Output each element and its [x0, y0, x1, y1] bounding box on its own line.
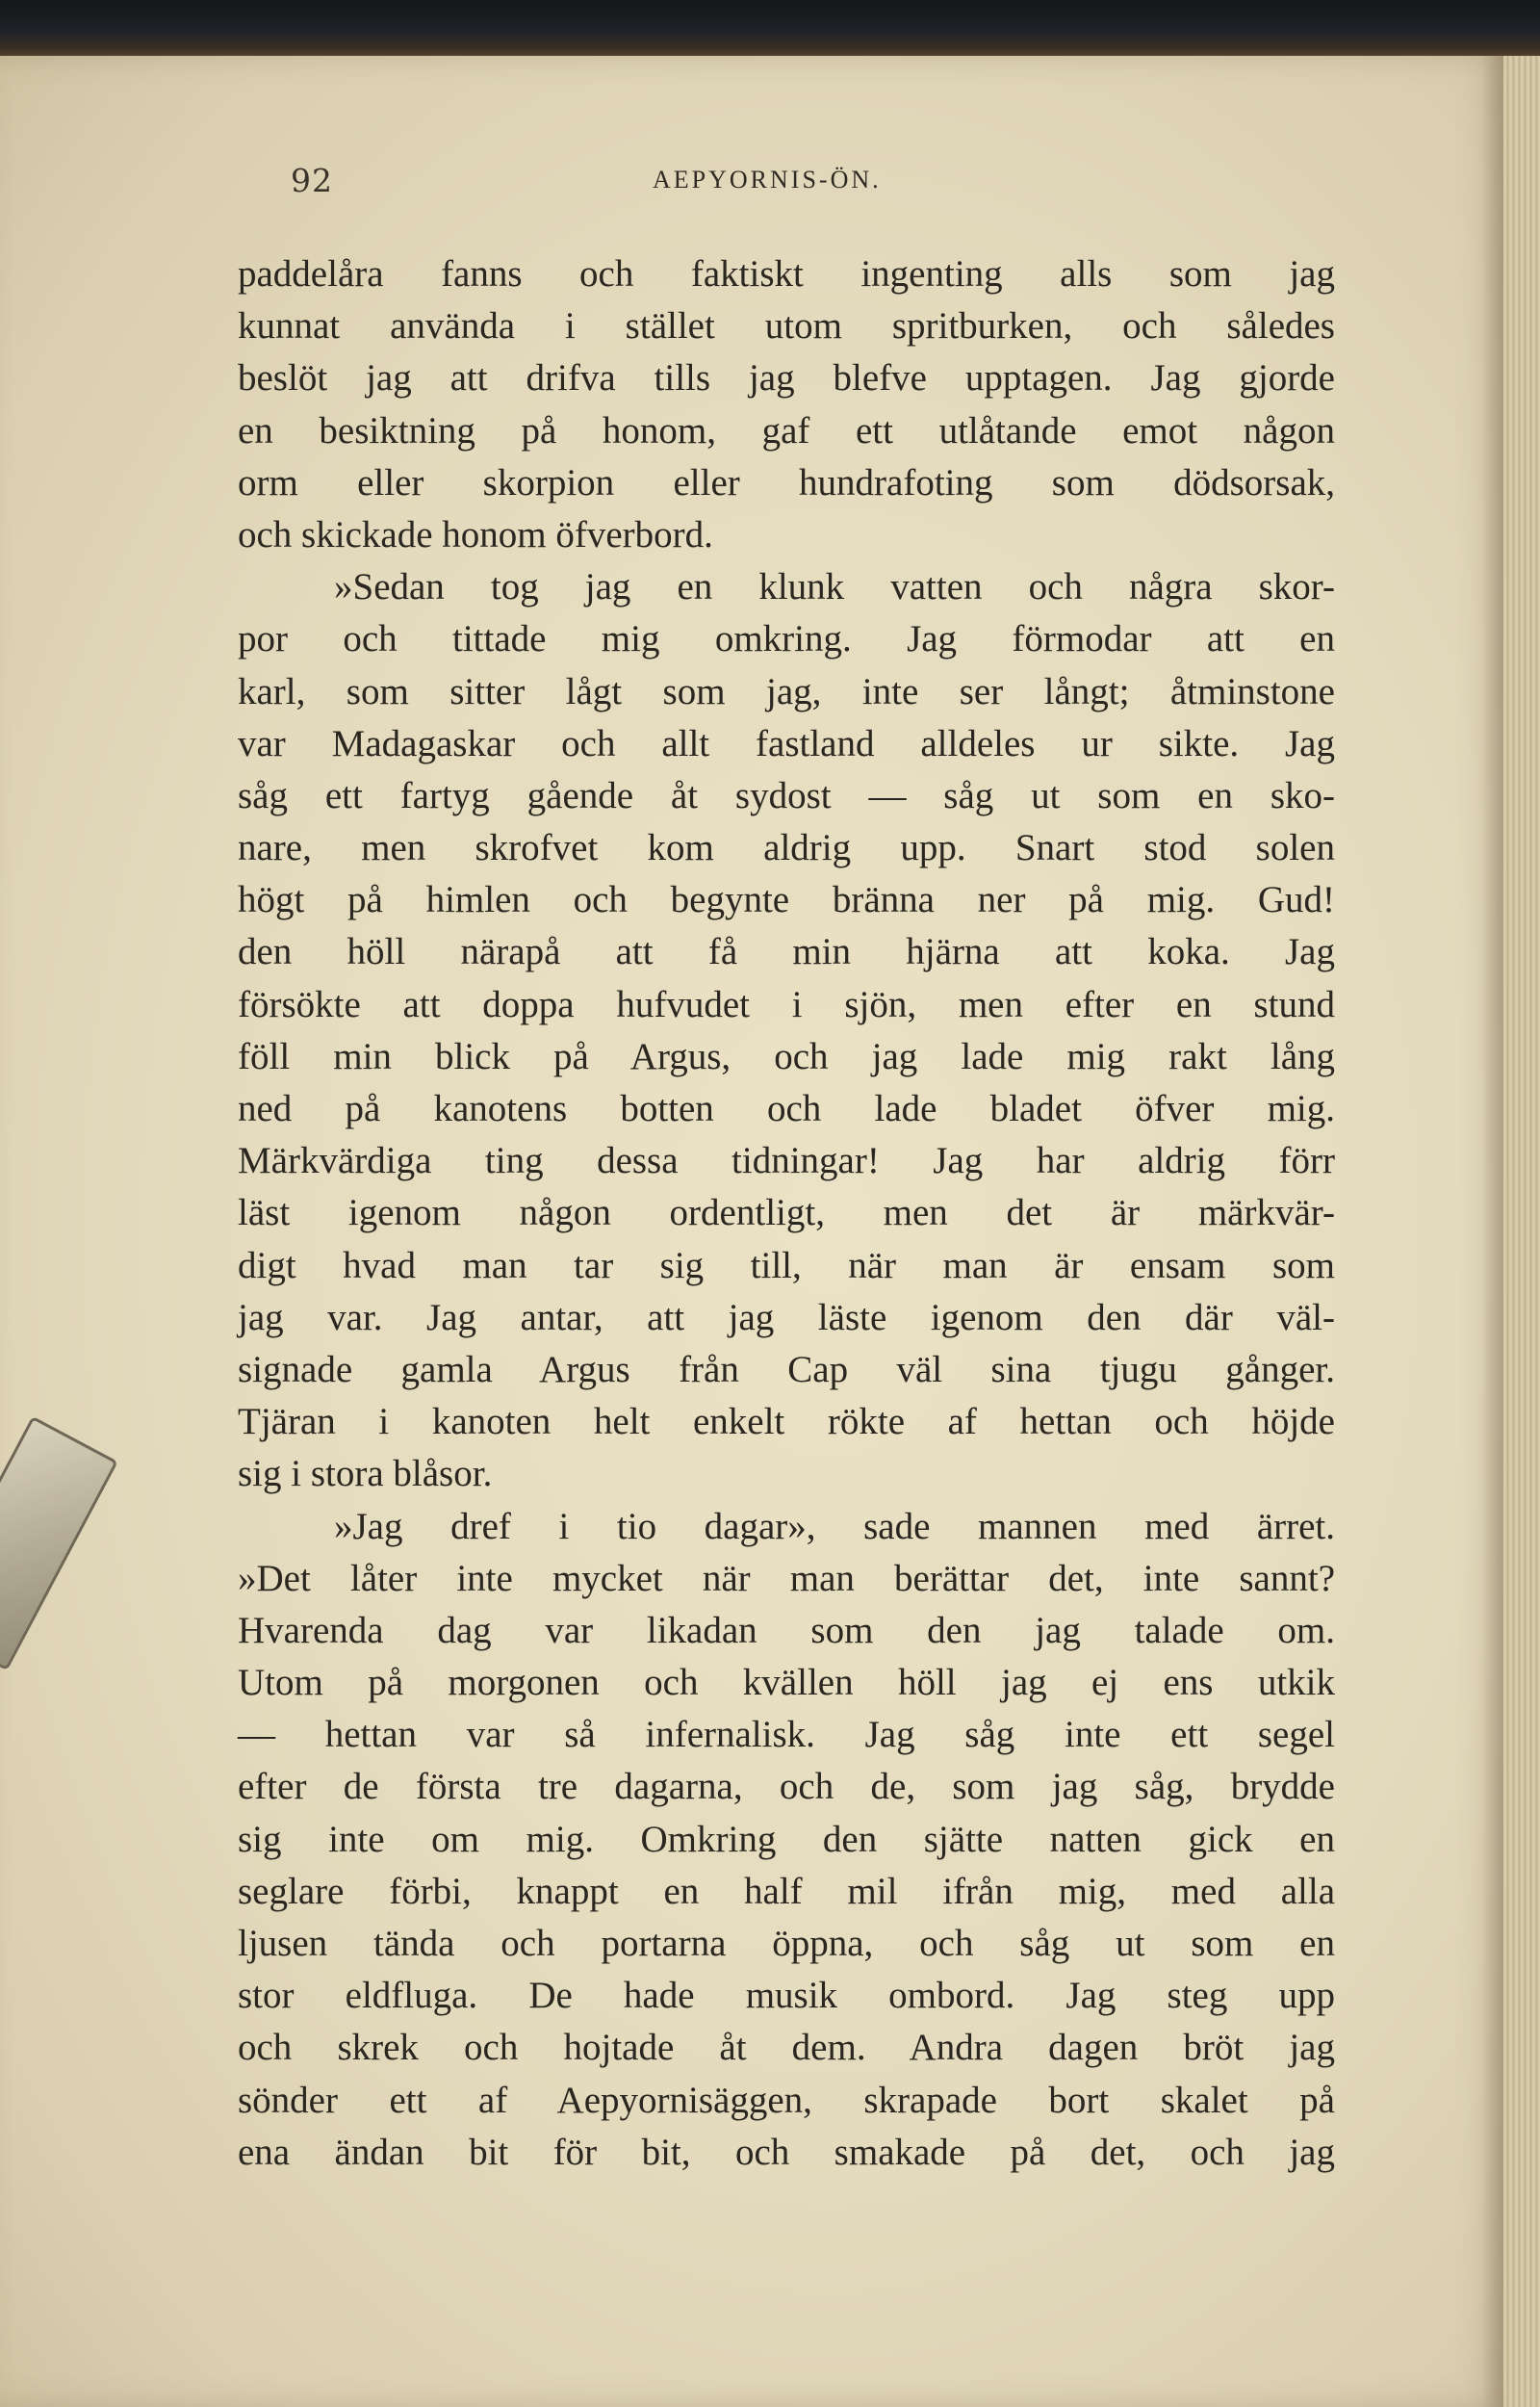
body-text: [238, 248, 1335, 2179]
text-line: »Jag dref i tio dagar», sade mannen med ärret.: [334, 1505, 1335, 1547]
page-stack-edge: [1503, 56, 1540, 2407]
book-cover-edge: [0, 0, 1540, 58]
text-line: jag var. Jag antar, att jag läste igenom den där väl-: [238, 1296, 1335, 1338]
text-line: sig i stora blåsor.: [238, 1453, 493, 1495]
text-line: och skickade honom öfverbord.: [238, 513, 713, 556]
text-line: orm eller skorpion eller hundrafoting som dödsorsak,: [238, 461, 1335, 504]
page-header: [289, 162, 1251, 200]
text-line: ena ändan bit för bit, och smakade på det, och jag: [238, 2131, 1335, 2173]
text-line: såg ett fartyg gående åt sydost — såg ut som en sko-: [238, 774, 1335, 816]
text-line: seglare förbi, knappt en half mil ifrån mig, med alla: [238, 1870, 1335, 1912]
text-line: högt på himlen och begynte bränna ner på mig. Gud!: [238, 879, 1335, 921]
running-head: AEPYORNIS-ÖN.: [653, 166, 882, 194]
text-line: »Sedan tog jag en klunk vatten och några skor-: [334, 566, 1335, 608]
text-line: beslöt jag att drifva tills jag blefve upptagen. Jag gjorde: [238, 357, 1335, 400]
text-line: »Det låter inte mycket när man berättar det, inte sannt?: [238, 1557, 1335, 1599]
text-line: efter de första tre dagarna, och de, som jag såg, brydde: [238, 1766, 1335, 1808]
text-line: försökte att doppa hufvudet i sjön, men efter en stund: [238, 983, 1335, 1025]
text-line: karl, som sitter lågt som jag, inte ser långt; åtminstone: [238, 670, 1335, 712]
text-line: digt hvad man tar sig till, när man är ensam som: [238, 1244, 1335, 1286]
text-line: var Madagaskar och allt fastland alldeles ur sikte. Jag: [238, 722, 1335, 764]
text-line: signade gamla Argus från Cap väl sina tjugu gånger.: [238, 1348, 1335, 1390]
text-line: Tjäran i kanoten helt enkelt rökte af hettan och höjde: [238, 1401, 1335, 1443]
text-line: en besiktning på honom, gaf ett utlåtande emot någon: [238, 409, 1335, 452]
text-line: den höll närapå att få min hjärna att koka. Jag: [238, 931, 1335, 973]
text-line: ned på kanotens botten och lade bladet öfver mig.: [238, 1088, 1335, 1129]
text-line: stor eldfluga. De hade musik ombord. Jag steg upp: [238, 1975, 1335, 2017]
text-line: Utom på morgonen och kvällen höll jag ej ens utkik: [238, 1662, 1335, 1704]
text-line: ljusen tända och portarna öppna, och såg ut som en: [238, 1923, 1335, 1964]
text-line: föll min blick på Argus, och jag lade mig rakt lång: [238, 1035, 1335, 1077]
text-line: — hettan var så infernalisk. Jag såg inte ett segel: [238, 1714, 1335, 1756]
text-line: sig inte om mig. Omkring den sjätte natten gick en: [238, 1818, 1335, 1860]
text-line: och skrek och hojtade åt dem. Andra dagen bröt jag: [238, 2027, 1335, 2069]
text-line: Märkvärdiga ting dessa tidningar! Jag har aldrig förr: [238, 1140, 1335, 1182]
page-number: 92: [291, 162, 333, 199]
text-line: läst igenom någon ordentligt, men det är märkvär-: [238, 1192, 1335, 1234]
text-line: paddelåra fanns och faktiskt ingenting alls som jag: [238, 253, 1335, 295]
text-line: kunnat använda i stället utom spritburken, och således: [238, 305, 1335, 348]
text-line: Hvarenda dag var likadan som den jag talade om.: [238, 1609, 1335, 1651]
text-line: por och tittade mig omkring. Jag förmodar att en: [238, 618, 1335, 660]
text-line: sönder ett af Aepyornisäggen, skrapade bort skalet på: [238, 2079, 1335, 2121]
text-line: nare, men skrofvet kom aldrig upp. Snart stod solen: [238, 827, 1335, 869]
